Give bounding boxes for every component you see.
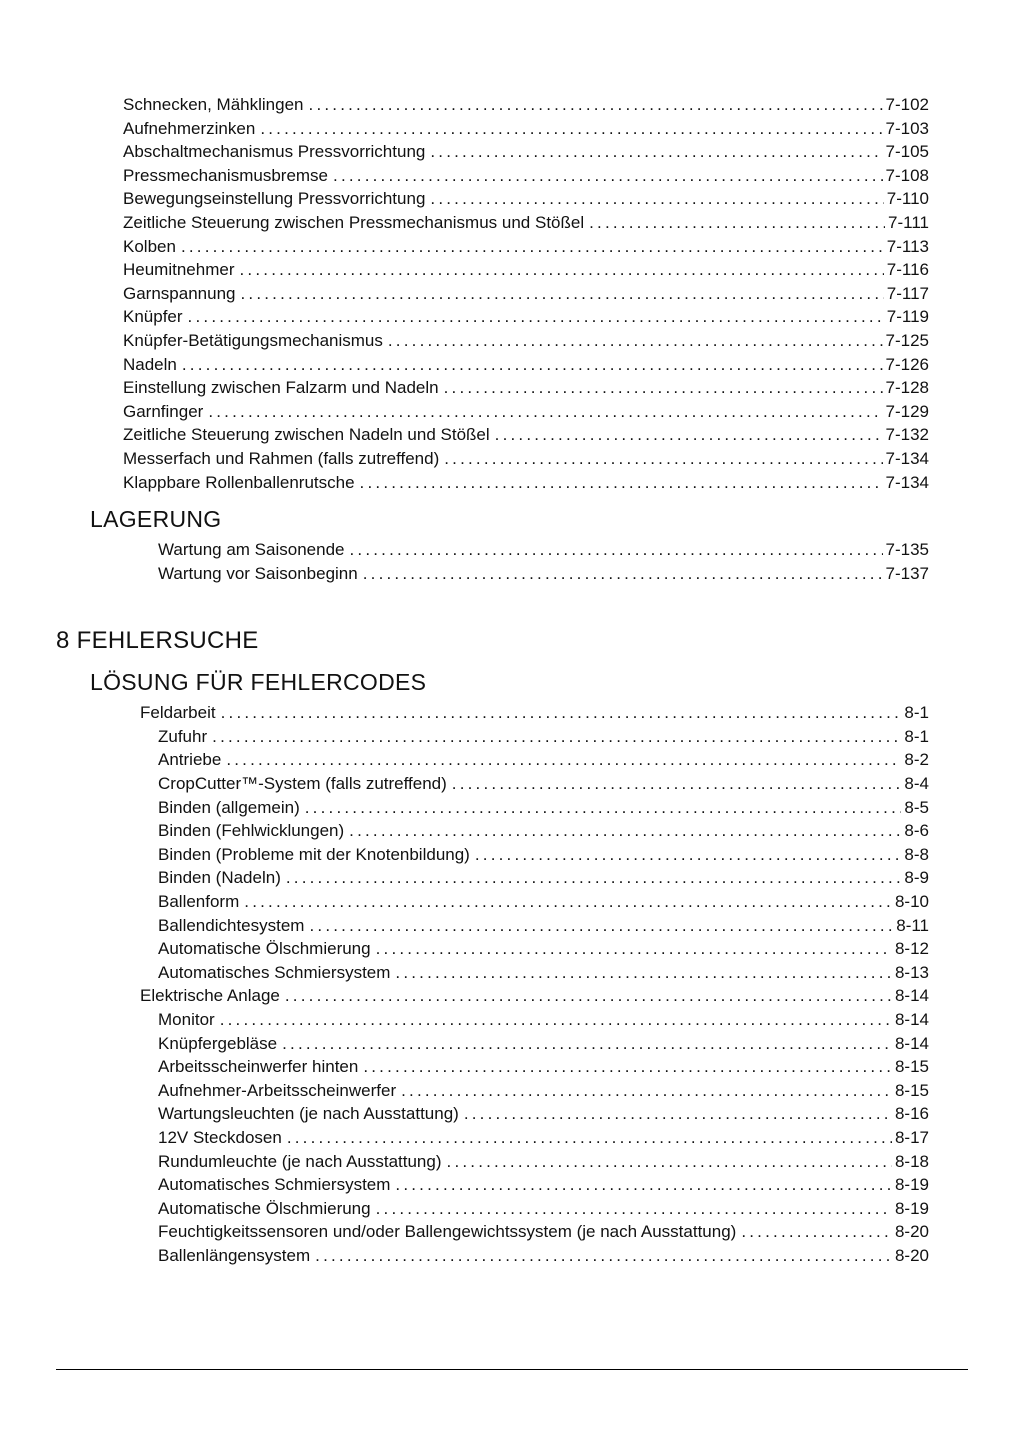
toc-entry-page-number: 8-5 xyxy=(904,797,929,817)
toc-entry-label: Pressmechanismusbremse xyxy=(123,165,329,185)
toc-entry-label: Wartung am Saisonende xyxy=(158,540,345,560)
toc-entry xyxy=(158,1126,929,1150)
toc-leader-dots xyxy=(287,1126,892,1150)
toc-section-heading: LÖSUNG FÜR FEHLERCODES xyxy=(90,669,427,696)
toc-entry-label: Heumitnehmer xyxy=(123,260,235,280)
toc-entry-page-number: 8-20 xyxy=(894,1222,929,1242)
toc-leader-dots xyxy=(260,117,882,141)
toc-entry xyxy=(123,164,929,188)
toc-entry xyxy=(123,353,929,377)
toc-entry-label: Bewegungseinstellung Pressvorrichtung xyxy=(123,189,426,209)
toc-leader-dots xyxy=(240,282,883,306)
toc-entry-page-number: 7-128 xyxy=(885,378,929,398)
toc-entry-page-number: 7-134 xyxy=(885,472,929,492)
toc-entry-label: Monitor xyxy=(158,1010,215,1029)
toc-entry-page-number: 7-119 xyxy=(886,307,929,327)
toc-leader-dots xyxy=(363,562,883,586)
toc-entry-label: CropCutter™-System (falls zutreffend) xyxy=(158,774,447,794)
toc-entry-label: Zeitliche Steuerung zwischen Pressmechanismus und Stößel xyxy=(123,212,585,232)
toc-entry xyxy=(123,376,929,400)
toc-entry-label: Knüpfergebläse xyxy=(158,1033,278,1053)
toc-leader-dots xyxy=(349,538,882,562)
toc-leader-dots xyxy=(285,984,892,1008)
toc-entry xyxy=(123,329,929,353)
toc-entry-label: Nadeln xyxy=(123,354,177,374)
toc-entry-page-number: 7-105 xyxy=(885,142,929,162)
toc-entry xyxy=(158,937,929,961)
toc-entry xyxy=(123,447,929,471)
toc-leader-dots xyxy=(226,748,901,772)
toc-entry-page-number: 8-14 xyxy=(894,1033,929,1053)
toc-leader-dots xyxy=(221,701,902,725)
toc-entry-page-number: 8-15 xyxy=(894,1080,929,1100)
toc-leader-dots xyxy=(363,1055,892,1079)
toc-entry-page-number: 8-19 xyxy=(894,1198,929,1218)
toc-leader-dots xyxy=(444,376,883,400)
toc-leader-dots xyxy=(464,1102,892,1126)
toc-leader-dots xyxy=(286,866,902,890)
toc-entry-page-number: 8-17 xyxy=(894,1127,929,1147)
toc-leader-dots xyxy=(395,1173,892,1197)
toc-entry xyxy=(158,1055,929,1079)
toc-entry-label: Binden (allgemein) xyxy=(158,797,300,817)
toc-entry xyxy=(158,1244,929,1268)
toc-leader-dots xyxy=(430,140,882,164)
toc-entry xyxy=(158,843,929,867)
toc-leader-dots xyxy=(741,1220,892,1244)
toc-leader-dots xyxy=(244,890,892,914)
toc-leader-dots xyxy=(240,258,884,282)
toc-entry xyxy=(158,1102,929,1126)
toc-entry-label: Ballenform xyxy=(158,892,240,912)
toc-entry-page-number: 7-129 xyxy=(885,401,929,421)
toc-leader-dots xyxy=(333,164,883,188)
toc-entry-label: Garnspannung xyxy=(123,283,236,303)
toc-leader-dots xyxy=(282,1032,892,1056)
toc-leader-dots xyxy=(188,305,884,329)
toc-entry xyxy=(123,423,929,447)
toc-entry-page-number: 8-14 xyxy=(894,986,929,1006)
toc-entry xyxy=(158,1220,929,1244)
toc-leader-dots xyxy=(452,772,902,796)
toc-entry-label: Kolben xyxy=(123,236,176,256)
toc-entry xyxy=(123,400,929,424)
toc-entry-page-number: 7-132 xyxy=(885,425,929,445)
toc-entry xyxy=(158,1079,929,1103)
toc-entry-page-number: 8-2 xyxy=(904,750,929,770)
toc-entry xyxy=(123,117,929,141)
toc-entry xyxy=(158,914,929,938)
toc-entry xyxy=(123,305,929,329)
toc-leader-dots xyxy=(212,725,901,749)
toc-leader-dots xyxy=(305,796,902,820)
toc-leader-dots xyxy=(315,1244,892,1268)
toc-entry-label: Ballendichtesystem xyxy=(158,915,305,935)
toc-entry-page-number: 7-117 xyxy=(886,283,929,303)
toc-entry-page-number: 8-1 xyxy=(904,726,929,746)
toc-entry-label: Messerfach und Rahmen (falls zutreffend) xyxy=(123,448,440,468)
toc-entry-page-number: 7-113 xyxy=(886,236,929,256)
toc-entry xyxy=(140,701,929,725)
toc-leader-dots xyxy=(430,187,883,211)
toc-leader-dots xyxy=(349,819,901,843)
toc-entry-page-number: 8-19 xyxy=(894,1175,929,1195)
toc-leader-dots xyxy=(401,1079,892,1103)
toc-entry xyxy=(158,1008,929,1032)
toc-entry-page-number: 7-110 xyxy=(886,189,929,209)
toc-entry xyxy=(158,1150,929,1174)
toc-entry-label: Zeitliche Steuerung zwischen Nadeln und Stößel xyxy=(123,425,490,445)
toc-entry-label: Binden (Fehlwicklungen) xyxy=(158,821,345,841)
toc-entry-page-number: 8-11 xyxy=(896,915,929,935)
toc-entry xyxy=(123,211,929,235)
toc-leader-dots xyxy=(495,423,883,447)
toc-leader-dots xyxy=(309,93,883,117)
toc-entry-label: Automatisches Schmiersystem xyxy=(158,962,391,982)
toc-entry-page-number: 7-135 xyxy=(885,540,929,560)
toc-entry-page-number: 8-8 xyxy=(904,844,929,864)
toc-entry-page-number: 7-111 xyxy=(888,212,929,232)
toc-entry xyxy=(158,796,929,820)
toc-entry xyxy=(158,562,929,586)
toc-entry xyxy=(158,819,929,843)
toc-entry xyxy=(158,725,929,749)
toc-leader-dots xyxy=(181,235,884,259)
toc-entry-page-number: 7-126 xyxy=(885,354,929,374)
toc-entry-label: Knüpfer xyxy=(123,307,183,327)
toc-entry xyxy=(123,93,929,117)
toc-leader-dots xyxy=(182,353,883,377)
toc-entry-page-number: 7-125 xyxy=(885,330,929,350)
toc-entry-page-number: 8-14 xyxy=(894,1010,929,1029)
toc-entry-label: Automatische Ölschmierung xyxy=(158,939,371,959)
toc-entry-page-number: 8-15 xyxy=(894,1057,929,1077)
toc-entry-page-number: 8-6 xyxy=(904,821,929,841)
toc-section-heading: LAGERUNG xyxy=(90,506,222,533)
toc-leader-dots xyxy=(220,1008,892,1032)
toc-entry-label: Einstellung zwischen Falzarm und Nadeln xyxy=(123,378,439,398)
toc-entry-page-number: 8-1 xyxy=(904,703,929,723)
toc-entry-page-number: 8-10 xyxy=(894,892,929,912)
toc-entry-label: Elektrische Anlage xyxy=(140,986,280,1006)
toc-entry-label: Wartungsleuchten (je nach Ausstattung) xyxy=(158,1104,459,1124)
toc-entry-label: Wartung vor Saisonbeginn xyxy=(158,563,358,583)
toc-entry-page-number: 8-9 xyxy=(904,868,929,888)
toc-entry xyxy=(158,538,929,562)
toc-entry xyxy=(158,1032,929,1056)
toc-entry-page-number: 8-18 xyxy=(894,1151,929,1171)
toc-entry-label: Arbeitsscheinwerfer hinten xyxy=(158,1057,359,1077)
toc-leader-dots xyxy=(360,471,883,495)
toc-entry-page-number: 7-108 xyxy=(885,165,929,185)
toc-entry-page-number: 8-4 xyxy=(904,774,929,794)
toc-entry-page-number: 8-12 xyxy=(894,939,929,959)
toc-entry xyxy=(123,235,929,259)
toc-entry-page-number: 7-116 xyxy=(886,260,929,280)
toc-leader-dots xyxy=(208,400,882,424)
toc-entry-label: Aufnehmer-Arbeitsscheinwerfer xyxy=(158,1080,397,1100)
toc-leader-dots xyxy=(388,329,883,353)
toc-entry xyxy=(123,140,929,164)
toc-entry-label: Automatische Ölschmierung xyxy=(158,1198,371,1218)
toc-entry-page-number: 8-13 xyxy=(894,962,929,982)
toc-leader-dots xyxy=(395,961,892,985)
toc-entry xyxy=(158,1173,929,1197)
toc-entry-label: Abschaltmechanismus Pressvorrichtung xyxy=(123,142,426,162)
toc-leader-dots xyxy=(589,211,885,235)
toc-entry-page-number: 7-103 xyxy=(885,118,929,138)
toc-entry xyxy=(158,1197,929,1221)
toc-entry xyxy=(123,282,929,306)
toc-entry-label: Klappbare Rollenballenrutsche xyxy=(123,472,355,492)
toc-entry-label: Rundumleuchte (je nach Ausstattung) xyxy=(158,1151,442,1171)
toc-leader-dots xyxy=(447,1150,892,1174)
footer-rule xyxy=(56,1369,968,1370)
toc-entry-page-number: 8-20 xyxy=(894,1245,929,1265)
toc-entry xyxy=(158,961,929,985)
toc-leader-dots xyxy=(309,914,893,938)
toc-entry-page-number: 7-137 xyxy=(885,563,929,583)
toc-entry xyxy=(140,984,929,1008)
toc-entry-label: Garnfinger xyxy=(123,401,204,421)
toc-entry-label: Aufnehmerzinken xyxy=(123,118,256,138)
toc-entry-label: Binden (Nadeln) xyxy=(158,868,281,888)
toc-entry-label: Binden (Probleme mit der Knotenbildung) xyxy=(158,844,470,864)
toc-chapter-heading: 8 FEHLERSUCHE xyxy=(56,627,259,655)
toc-leader-dots xyxy=(376,1197,892,1221)
toc-entry-label: Knüpfer-Betätigungsmechanismus xyxy=(123,330,383,350)
toc-leader-dots xyxy=(444,447,882,471)
toc-leader-dots xyxy=(475,843,902,867)
toc-entry xyxy=(158,772,929,796)
toc-entry xyxy=(158,866,929,890)
toc-entry-label: Automatisches Schmiersystem xyxy=(158,1175,391,1195)
toc-entry-label: Antriebe xyxy=(158,750,222,770)
toc-entry xyxy=(158,748,929,772)
toc-entry xyxy=(123,187,929,211)
toc-entry-label: Zufuhr xyxy=(158,726,208,746)
toc-entry xyxy=(123,258,929,282)
toc-entry xyxy=(158,890,929,914)
toc-entry-label: Schnecken, Mähklingen xyxy=(123,95,304,114)
toc-entry-page-number: 7-102 xyxy=(885,95,929,114)
toc-entry-label: Ballenlängensystem xyxy=(158,1245,311,1265)
table-of-contents xyxy=(56,93,929,1268)
toc-entry-label: Feuchtigkeitssensoren und/oder Ballengewichtssystem (je nach Ausstattung) xyxy=(158,1222,737,1242)
toc-entry xyxy=(123,471,929,495)
toc-entry-label: 12V Steckdosen xyxy=(158,1127,282,1147)
toc-entry-label: Feldarbeit xyxy=(140,703,216,723)
toc-entry-page-number: 7-134 xyxy=(885,448,929,468)
toc-entry-page-number: 8-16 xyxy=(894,1104,929,1124)
toc-leader-dots xyxy=(376,937,892,961)
